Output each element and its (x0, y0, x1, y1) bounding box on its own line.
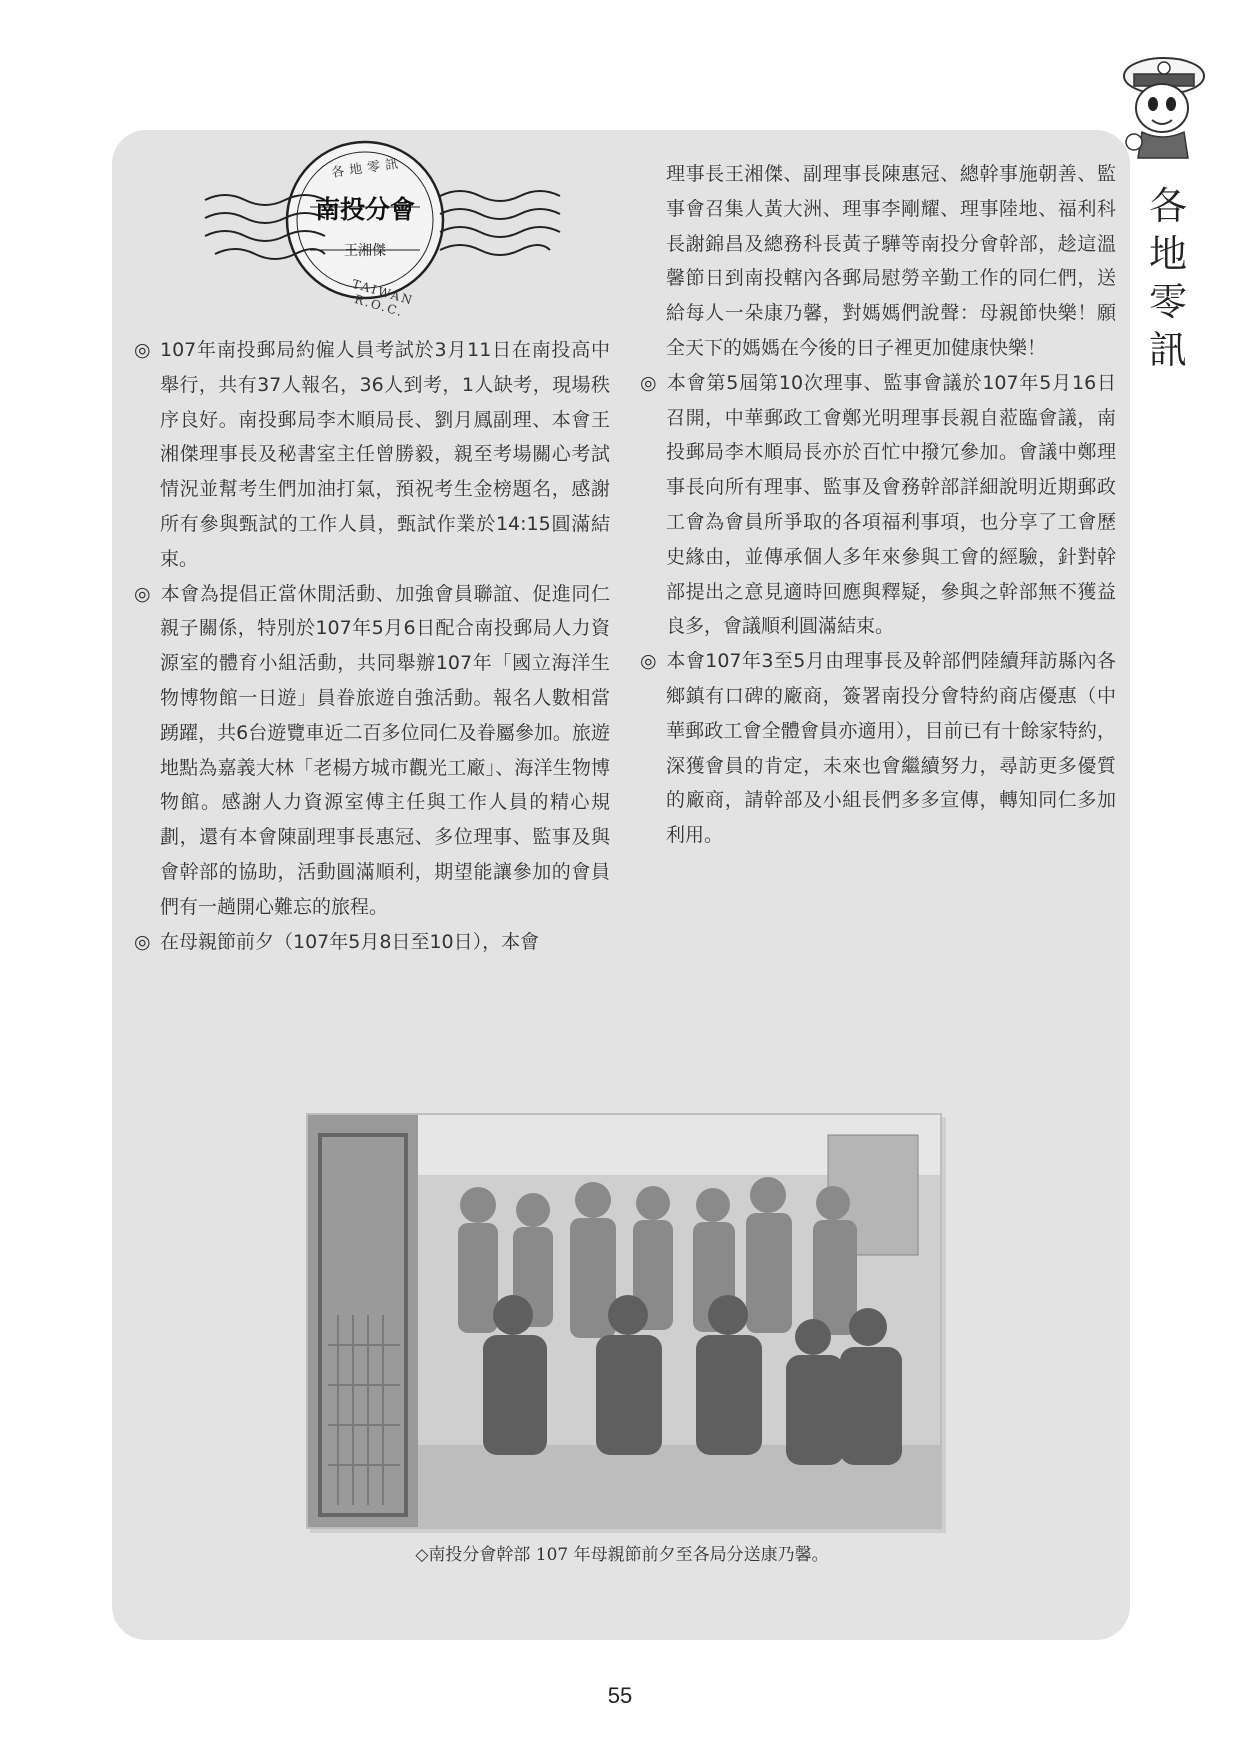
news-item-text: 本會為提倡正當休閒活動、加強會員聯誼、促進同仁親子關係，特別於107年5月6日配合南投郵局人力資源室的體育小組活動，共同舉辦107年「國立海洋生物博物館一日遊」員眷旅遊自強活動。報名人數相當踴躍，共6台遊覽車近二百多位同仁及眷屬參加。旅遊地點為嘉義大林「老楊方城市觀光工廠」、海洋生物博物館。感謝人力資源室傅主任與工作人員的精心規劃，還有本會陳副理事長惠冠、多位理事、監事及與會幹部的協助，活動圓滿順利，期望能讓參加的會員們有一趟開心難忘的旅程。 (160, 582, 610, 918)
news-item-text: 107年南投郵局約僱人員考試於3月11日在南投高中舉行，共有37人報名，36人到考，1人缺考，現場秩序良好。南投郵局李木順局長、劉月鳳副理、本會王湘傑理事長及秘書室主任曾勝毅，親至考場關心考試情況並幫考生們加油打氣，預祝考生金榜題名，感謝所有參與甄試的工作人員，甄試作業於14:15圓滿結束。 (160, 339, 610, 570)
side-title-char: 地 (1148, 232, 1187, 276)
news-item (640, 644, 1116, 853)
news-item-text: 本會107年3至5月由理事長及幹部們陸續拜訪縣內各鄉鎮有口碑的廠商，簽署南投分會特約商店優惠（中華郵政工會全體會員亦適用），目前已有十餘家特約，深獲會員的肯定，未來也會繼續努力，尋訪更多優質的廠商，請幹部及小組長們多多宣傳，轉知同仁多加利用。 (666, 650, 1116, 847)
news-item-text: 理事長王湘傑、副理事長陳惠冠、總幹事施朝善、監事會召集人黃大洲、理事李剛耀、理事陸地、福利科長謝錦昌及總務科長黃子驊等南投分會幹部，趁這溫馨節日到南投轄內各郵局慰勞辛勤工作的同仁們，送給每人一朵康乃馨，對媽媽們說聲：母親節快樂！願全天下的媽媽在今後的日子裡更加健康快樂！ (666, 163, 1116, 359)
bullet-mark: ◎ (640, 371, 657, 394)
news-item (134, 333, 610, 577)
side-title-char: 零 (1148, 280, 1187, 324)
bullet-mark: ◎ (134, 930, 151, 953)
mascot-illustration (1112, 46, 1212, 171)
bullet-mark: ◎ (640, 650, 657, 673)
stamp-title: 南投分會 (314, 195, 415, 224)
news-item (640, 366, 1116, 644)
stamp-author: 王湘傑 (344, 243, 386, 259)
side-title-char: 訊 (1148, 328, 1187, 372)
news-item (134, 577, 610, 925)
left-column (134, 333, 610, 959)
side-section-title (1140, 182, 1196, 374)
stamp-top-text: 各地零訊 (330, 156, 404, 181)
page-number: 55 (607, 1683, 633, 1708)
news-item-text: 在母親節前夕（107年5月8日至10日），本會 (160, 930, 540, 953)
news-item-text: 本會第5屆第10次理事、監事會議於107年5月16日召開，中華郵政工會鄭光明理事長親自蒞臨會議，南投郵局李木順局長亦於百忙中撥冗參加。會議中鄭理事長向所有理事、監事及會務幹部詳細說明近期郵政工會為會員所爭取的各項福利事項，也分享了工會歷史緣由，並傳承個人多年來參與工會的經驗，針對幹部提出之意見適時回應與釋疑，參與之幹部無不獲益良多，會議順利圓滿結束。 (666, 371, 1116, 638)
right-column (640, 157, 1116, 853)
side-title-char: 各 (1148, 184, 1187, 228)
postmark-graphic (0, 0, 600, 320)
photo-caption: ◇南投分會幹部 107 年母親節前夕至各局分送康乃馨。 (415, 1545, 829, 1565)
group-photo (306, 1113, 942, 1529)
news-item (134, 925, 610, 960)
bullet-mark: ◎ (134, 339, 151, 361)
bullet-mark: ◎ (134, 582, 151, 605)
news-item-continued (640, 157, 1116, 366)
stamp-bottom-text: TAIWAN R.O.C. (350, 276, 416, 320)
